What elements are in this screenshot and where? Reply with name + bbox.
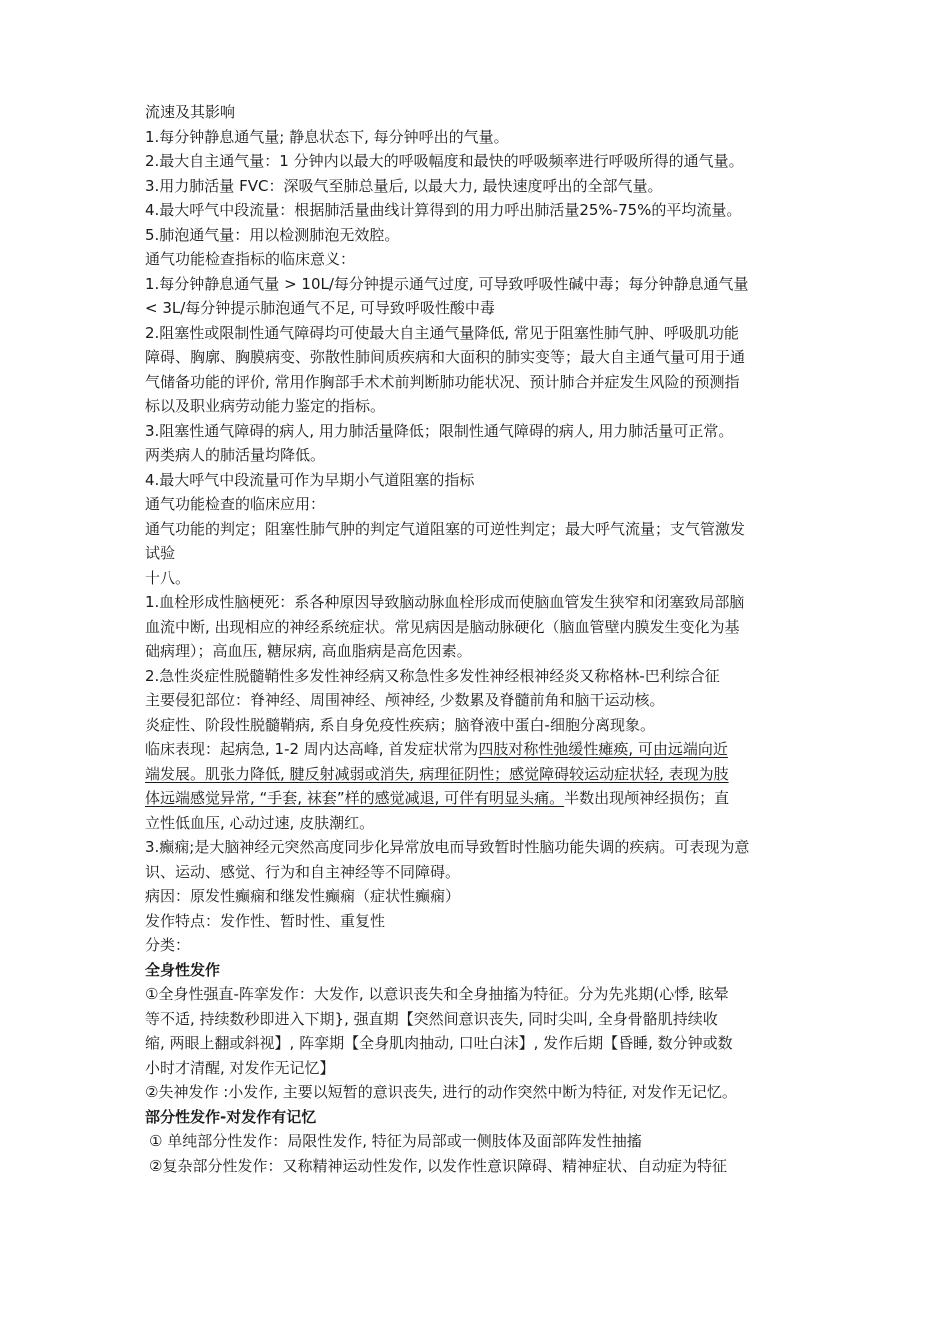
text-line: 4.最大呼气中段流量可作为早期小气道阻塞的指标 bbox=[145, 470, 475, 489]
text-line: 试验 bbox=[145, 544, 176, 562]
text-line: 标以及职业病劳动能力鉴定的指标。 bbox=[145, 397, 386, 415]
text-line: 障碍、胸廓、胸膜病变、弥散性肺间质疾病和大面积的肺实变等；最大自主通气量可用于通 bbox=[145, 348, 746, 366]
text-line: 3.阻塞性通气障碍的病人, 用力肺活量降低；限制性通气障碍的病人, 用力肺活量可正常。 bbox=[145, 421, 734, 440]
text-span: 临床表现：起病急, 1-2 周内达高峰, 首发症状常为 bbox=[145, 740, 479, 758]
text-line: 分类： bbox=[145, 936, 191, 954]
text-line: < 3L/每分钟提示肺泡通气不足, 可导致呼吸性酸中毒 bbox=[145, 299, 495, 317]
text-line: 炎症性、阶段性脱髓鞘病, 系自身免疫性疾病；脑脊液中蛋白-细胞分离现象。 bbox=[145, 715, 655, 734]
text-line: 2.急性炎症性脱髓鞘性多发性神经病又称急性多发性神经根神经炎又称格林-巴利综合征 bbox=[145, 666, 720, 685]
text-line bbox=[145, 737, 817, 762]
text-line: ① 单纯部分性发作：局限性发作, 特征为局部或一侧肢体及面部阵发性抽搐 bbox=[149, 1132, 642, 1150]
text-line: 2.最大自主通气量：1 分钟内以最大的呼吸幅度和最快的呼吸频率进行呼吸所得的通气量。 bbox=[145, 152, 744, 170]
text-line: 十八。 bbox=[145, 568, 191, 587]
underlined-text: 体远端感觉异常, “手套, 袜套”样的感觉减退, 可伴有明显头痛。 bbox=[145, 789, 565, 807]
text-line: 识、运动、感觉、行为和自主神经等不同障碍。 bbox=[145, 862, 461, 881]
text-line: 流速及其影响 bbox=[145, 103, 236, 121]
text-line: 通气功能检查指标的临床意义： bbox=[145, 250, 356, 268]
document-page bbox=[145, 100, 817, 1178]
text-line: 1.每分钟静息通气量; 静息状态下, 每分钟呼出的气量。 bbox=[145, 127, 509, 146]
text-line: 气储备功能的评价, 常用作胸部手术术前判断肺功能状况、预计肺合并症发生风险的预测指 bbox=[145, 372, 740, 391]
section-heading: 全身性发作 bbox=[145, 960, 221, 979]
text-line: 等不适, 持续数秒即进入下期}, 强直期【突然间意识丧失, 同时尖叫, 全身骨骼肌持续收 bbox=[145, 1009, 718, 1028]
underlined-text: 端发展。肌张力降低, 腱反射减弱或消失, 病理征阴性；感觉障碍较运动症状轻, 表现为肢 bbox=[145, 764, 729, 783]
text-line: 2.阻塞性或限制性通气障碍均可使最大自主通气量降低, 常见于阻塞性肺气肿、呼吸肌功能 bbox=[145, 323, 739, 342]
text-line: 立性低血压, 心动过速, 皮肤潮红。 bbox=[145, 813, 375, 832]
text-line bbox=[145, 786, 817, 811]
text-span: 半数出现颅神经损伤；直 bbox=[564, 789, 730, 807]
text-line: 血流中断, 出现相应的神经系统症状。常见病因是脑动脉硬化（脑血管壁内膜发生变化为基 bbox=[145, 617, 740, 636]
text-line: 3.癫痫;是大脑神经元突然高度同步化异常放电而导致暂时性脑功能失调的疾病。可表现为意 bbox=[145, 838, 750, 856]
text-line: 1.血栓形成性脑梗死：系各种原因导致脑动脉血栓形成而使脑血管发生狭窄和闭塞致局部脑 bbox=[145, 593, 745, 611]
text-line: 病因：原发性癫痫和继发性癫痫（症状性癫痫） bbox=[145, 887, 461, 905]
text-line: 通气功能的判定；阻塞性肺气肿的判定气道阻塞的可逆性判定；最大呼气流量；支气管激发 bbox=[145, 519, 746, 538]
text-line bbox=[145, 762, 817, 787]
text-line: 础病理）；高血压, 糖尿病, 高血脂病是高危因素。 bbox=[145, 642, 472, 660]
text-line: 发作特点：发作性、暂时性、重复性 bbox=[145, 911, 386, 930]
text-line: 通气功能检查的临床应用： bbox=[145, 495, 326, 513]
text-line: 小时才清醒, 对发作无记忆】 bbox=[145, 1058, 335, 1077]
section-heading: 部分性发作-对发作有记忆 bbox=[145, 1107, 317, 1126]
text-line: 5.肺泡通气量：用以检测肺泡无效腔。 bbox=[145, 225, 400, 244]
text-line: 两类病人的肺活量均降低。 bbox=[145, 446, 326, 464]
text-line: 缩, 两眼上翻或斜视】, 阵挛期【全身肌肉抽动, 口吐白沫】, 发作后期【昏睡, 数分钟或数 bbox=[145, 1034, 733, 1052]
text-line: 4.最大呼气中段流量：根据肺活量曲线计算得到的用力呼出肺活量25%-75%的平均流量。 bbox=[145, 201, 742, 219]
text-line: 主要侵犯部位：脊神经、周围神经、颅神经, 少数累及脊髓前角和脑干运动核。 bbox=[145, 691, 665, 709]
text-line: ②复杂部分性发作：又称精神运动性发作, 以发作性意识障碍、精神症状、自动症为特征 bbox=[149, 1156, 727, 1175]
text-line: ②失神发作 :小发作, 主要以短暂的意识丧失, 进行的动作突然中断为特征, 对发作无记忆。 bbox=[145, 1083, 737, 1101]
text-line: 3.用力肺活量 FVC：深吸气至肺总量后, 以最大力, 最快速度呼出的全部气量。 bbox=[145, 176, 663, 195]
text-line: 1.每分钟静息通气量 > 10L/每分钟提示通气过度, 可导致呼吸性碱中毒；每分钟静息通气量 bbox=[145, 274, 749, 293]
underlined-text: 四肢对称性弛缓性瘫痪, 可由远端向近 bbox=[478, 740, 728, 758]
text-line: ①全身性强直-阵挛发作：大发作, 以意识丧失和全身抽搐为特征。分为先兆期(心悸, 眩晕 bbox=[145, 985, 729, 1003]
